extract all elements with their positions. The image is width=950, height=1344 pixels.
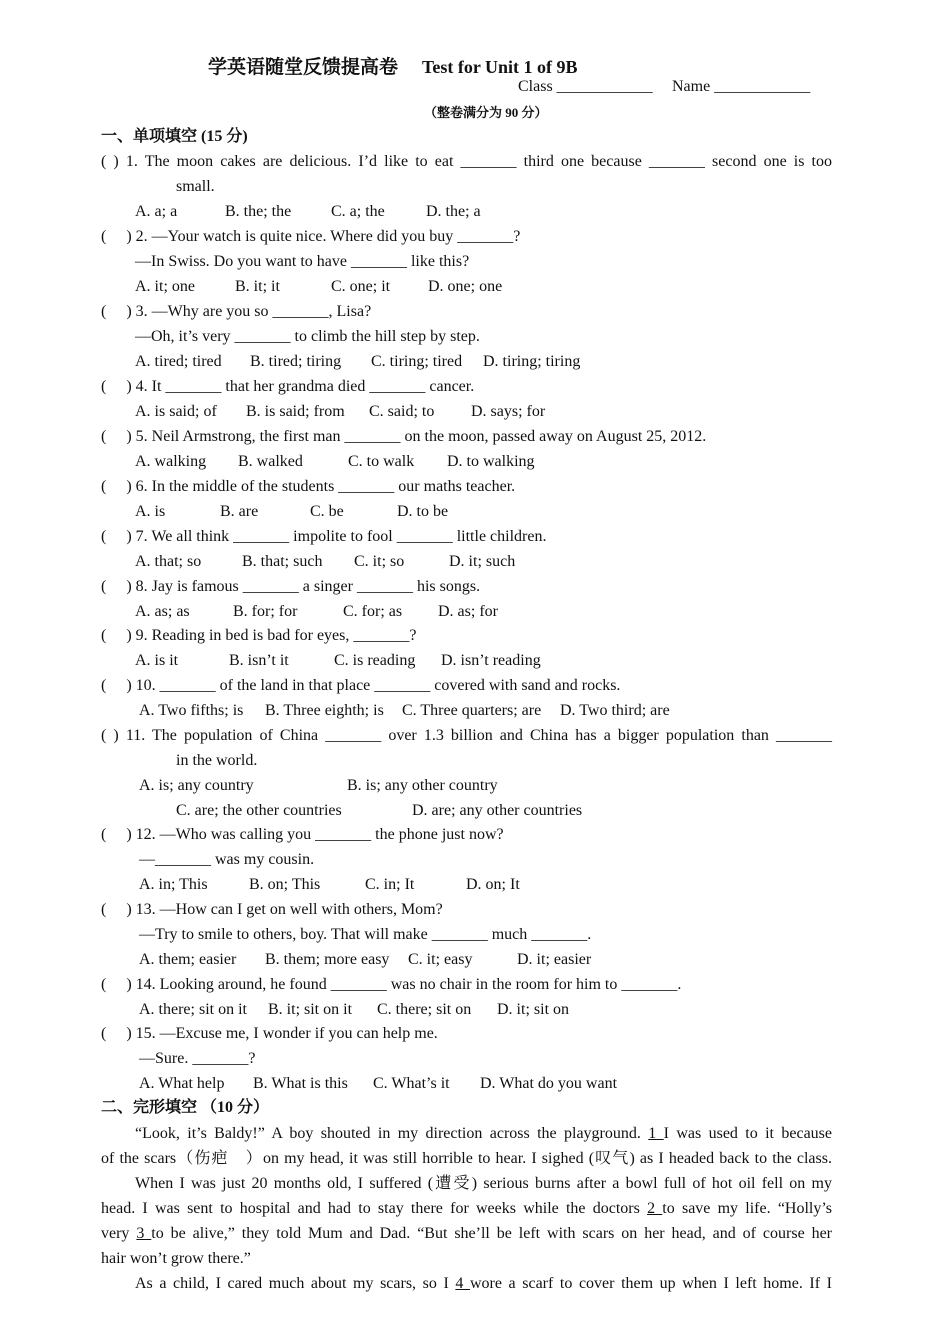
- question-7-stem: ( ) 7. We all think _______ impolite to fool _______ little children.: [101, 528, 547, 545]
- q11-option-a[interactable]: A. is; any country: [139, 777, 254, 794]
- q7-option-b[interactable]: B. that; such: [242, 553, 323, 570]
- q1-option-d[interactable]: D. the; a: [426, 203, 481, 220]
- q4-option-b[interactable]: B. is said; from: [246, 403, 345, 420]
- q14-option-d[interactable]: D. it; sit on: [497, 1001, 570, 1018]
- question-12-line2: —_______ was my cousin.: [139, 851, 315, 868]
- q14-option-c[interactable]: C. there; sit on: [377, 1001, 472, 1018]
- class-field[interactable]: Class ____________: [518, 78, 653, 95]
- q2-option-b[interactable]: B. it; it: [235, 278, 280, 295]
- passage-line-1: “Look, it’s Baldy!” A boy shouted in my direction across the playground. 1 I was used to it because: [135, 1125, 833, 1142]
- passage-line-5: very 3 to be alive,” they told Mum and Dad. “But she’ll be left with scars on her head, and of course her: [101, 1225, 833, 1242]
- q12-option-c[interactable]: C. in; It: [365, 876, 415, 893]
- passage-line-2: of the scars（伤疤 ）on my head, it was still horrible to hear. I sighed (叹气) as I headed back to the class.: [101, 1150, 832, 1167]
- q3-option-d[interactable]: D. tiring; tiring: [483, 353, 581, 370]
- q13-option-c[interactable]: C. it; easy: [408, 951, 473, 968]
- question-1-cont: small.: [176, 178, 215, 195]
- q10-option-b[interactable]: B. Three eighth; is: [265, 702, 384, 719]
- question-9-stem: ( ) 9. Reading in bed is bad for eyes, _______?: [101, 627, 417, 644]
- q9-option-d[interactable]: D. isn’t reading: [441, 652, 541, 669]
- question-12-stem: ( ) 12. —Who was calling you _______ the phone just now?: [101, 826, 504, 843]
- q7-option-c[interactable]: C. it; so: [354, 553, 405, 570]
- question-2-line2: —In Swiss. Do you want to have _______ like this?: [135, 253, 470, 270]
- q8-option-a[interactable]: A. as; as: [135, 603, 190, 620]
- q13-option-b[interactable]: B. them; more easy: [265, 951, 390, 968]
- q1-option-c[interactable]: C. a; the: [331, 203, 385, 220]
- question-1-stem: ( ) 1. The moon cakes are delicious. I’d like to eat _______ third one because _______ second one is too: [101, 153, 832, 170]
- q6-option-b[interactable]: B. are: [220, 503, 259, 520]
- blank-3[interactable]: 3: [136, 1225, 152, 1242]
- question-13-stem: ( ) 13. —How can I get on well with others, Mom?: [101, 901, 443, 918]
- q15-option-b[interactable]: B. What is this: [253, 1075, 348, 1092]
- blank-1[interactable]: 1: [648, 1125, 664, 1142]
- q13-option-d[interactable]: D. it; easier: [517, 951, 592, 968]
- question-5-stem: ( ) 5. Neil Armstrong, the first man _______ on the moon, passed away on August 25, 2012.: [101, 428, 707, 445]
- q8-option-c[interactable]: C. for; as: [343, 603, 403, 620]
- q5-option-b[interactable]: B. walked: [238, 453, 303, 470]
- q4-option-d[interactable]: D. says; for: [471, 403, 546, 420]
- q6-option-a[interactable]: A. is: [135, 503, 166, 520]
- question-11-cont: in the world.: [176, 752, 258, 769]
- q15-option-a[interactable]: A. What help: [139, 1075, 225, 1092]
- question-6-stem: ( ) 6. In the middle of the students _______ our maths teacher.: [101, 478, 516, 495]
- q11-option-c[interactable]: C. are; the other countries: [176, 802, 342, 819]
- full-score-note: （整卷满分为 90 分）: [424, 105, 548, 120]
- q3-option-b[interactable]: B. tired; tiring: [250, 353, 342, 370]
- q11-option-d[interactable]: D. are; any other countries: [412, 802, 583, 819]
- q2-option-a[interactable]: A. it; one: [135, 278, 195, 295]
- question-15-line2: —Sure. _______?: [139, 1050, 256, 1067]
- question-4-stem: ( ) 4. It _______ that her grandma died _______ cancer.: [101, 378, 475, 395]
- question-13-line2: —Try to smile to others, boy. That will make _______ much _______.: [139, 926, 592, 943]
- q5-option-c[interactable]: C. to walk: [348, 453, 415, 470]
- passage-line-7: As a child, I cared much about my scars, so I 4 wore a scarf to cover them up when I left home. If I: [135, 1275, 833, 1292]
- q10-option-d[interactable]: D. Two third; are: [560, 702, 670, 719]
- q4-option-a[interactable]: A. is said; of: [135, 403, 217, 420]
- q12-option-d[interactable]: D. on; It: [466, 876, 520, 893]
- q7-option-d[interactable]: D. it; such: [449, 553, 516, 570]
- q15-option-d[interactable]: D. What do you want: [480, 1075, 618, 1092]
- q10-option-c[interactable]: C. Three quarters; are: [402, 702, 542, 719]
- page-title: [208, 52, 578, 79]
- blank-2[interactable]: 2: [647, 1200, 663, 1217]
- q3-option-a[interactable]: A. tired; tired: [135, 353, 222, 370]
- question-11-stem: ( ) 11. The population of China _______ over 1.3 billion and China has a bigger population than _______: [101, 727, 832, 744]
- passage-line-3: When I was just 20 months old, I suffered (遭受) serious burns after a bowl full of hot oil fell on my: [135, 1175, 832, 1192]
- q6-option-d[interactable]: D. to be: [397, 503, 449, 520]
- question-14-stem: ( ) 14. Looking around, he found _______ was no chair in the room for him to _______.: [101, 976, 682, 993]
- q2-option-c[interactable]: C. one; it: [331, 278, 391, 295]
- q10-option-a[interactable]: A. Two fifths; is: [139, 702, 244, 719]
- q15-option-c[interactable]: C. What’s it: [373, 1075, 450, 1092]
- title-english: Test for Unit 1 of 9B: [422, 57, 578, 77]
- q5-option-a[interactable]: A. walking: [135, 453, 207, 470]
- q4-option-c[interactable]: C. said; to: [369, 403, 435, 420]
- title-chinese: 学英语随堂反馈提高卷: [208, 57, 399, 78]
- q12-option-b[interactable]: B. on; This: [249, 876, 321, 893]
- passage-line-6: hair won’t grow there.”: [101, 1250, 251, 1267]
- passage-line-4: head. I was sent to hospital and had to stay there for weeks while the doctors 2 to save my life. “Holly’s: [101, 1200, 833, 1217]
- q8-option-b[interactable]: B. for; for: [233, 603, 298, 620]
- q8-option-d[interactable]: D. as; for: [438, 603, 498, 620]
- q6-option-c[interactable]: C. be: [310, 503, 344, 520]
- question-8-stem: ( ) 8. Jay is famous _______ a singer _______ his songs.: [101, 578, 481, 595]
- q13-option-a[interactable]: A. them; easier: [139, 951, 237, 968]
- q7-option-a[interactable]: A. that; so: [135, 553, 202, 570]
- question-10-stem: ( ) 10. _______ of the land in that place _______ covered with sand and rocks.: [101, 677, 621, 694]
- section1-heading: 一、单项填空 (15 分): [101, 128, 248, 145]
- question-2-stem: ( ) 2. —Your watch is quite nice. Where did you buy _______?: [101, 228, 521, 245]
- q14-option-b[interactable]: B. it; sit on it: [268, 1001, 353, 1018]
- name-field[interactable]: Name ____________: [672, 78, 811, 95]
- q3-option-c[interactable]: C. tiring; tired: [371, 353, 463, 370]
- q14-option-a[interactable]: A. there; sit on it: [139, 1001, 247, 1018]
- q11-option-b[interactable]: B. is; any other country: [347, 777, 498, 794]
- question-3-stem: ( ) 3. —Why are you so _______, Lisa?: [101, 303, 372, 320]
- question-15-stem: ( ) 15. —Excuse me, I wonder if you can help me.: [101, 1025, 438, 1042]
- q5-option-d[interactable]: D. to walking: [447, 453, 535, 470]
- q12-option-a[interactable]: A. in; This: [139, 876, 208, 893]
- q9-option-c[interactable]: C. is reading: [334, 652, 416, 669]
- q9-option-a[interactable]: A. is it: [135, 652, 179, 669]
- question-3-line2: —Oh, it’s very _______ to climb the hill step by step.: [135, 328, 480, 345]
- blank-4[interactable]: 4: [455, 1275, 470, 1292]
- q1-option-b[interactable]: B. the; the: [225, 203, 292, 220]
- q1-option-a[interactable]: A. a; a: [135, 203, 178, 220]
- q9-option-b[interactable]: B. isn’t it: [229, 652, 289, 669]
- section2-heading: 二、完形填空 （10 分）: [101, 1099, 270, 1116]
- q2-option-d[interactable]: D. one; one: [428, 278, 503, 295]
